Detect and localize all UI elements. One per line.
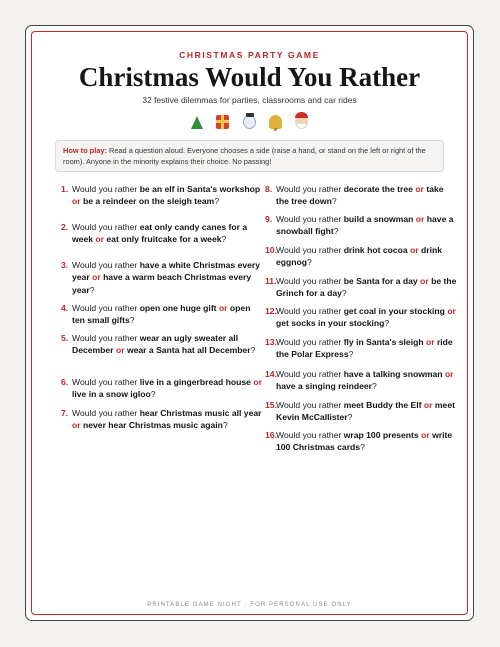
option-b: be the Grinch for a day: [276, 276, 457, 299]
question-number: 10.: [265, 245, 277, 255]
option-a: live in a gingerbread house: [139, 377, 251, 387]
option-a: wrap 100 presents: [343, 430, 419, 440]
question-number: 16.: [265, 430, 277, 440]
question-item: 7. Would you rather hear Christmas music all year or never hear Christmas music again?: [61, 408, 262, 431]
page-title: Christmas Would You Rather: [78, 62, 421, 92]
question-item: 15. Would you rather meet Buddy the Elf or meet Kevin McCallister?: [265, 400, 455, 423]
question-item: 13. Would you rather fly in Santa's sleigh or ride the Polar Express?: [265, 337, 453, 360]
question-item: 2. Would you rather eat only candy canes for a week or eat only fruitcake for a week?: [61, 222, 248, 245]
or-connector: or: [72, 196, 81, 207]
option-a: be an elf in Santa's workshop: [139, 184, 261, 194]
question-number: 3.: [61, 260, 69, 270]
question-prefix: Would you rather: [72, 333, 138, 343]
how-to-play-box: [55, 140, 444, 172]
or-connector: or: [415, 184, 424, 194]
question-prefix: Would you rather: [276, 245, 342, 255]
gift-icon: [216, 115, 229, 129]
question-number: 11.: [265, 276, 277, 286]
question-number: 9.: [265, 214, 273, 224]
how-to-play-label: How to play:: [63, 146, 107, 155]
question-prefix: Would you rather: [276, 400, 342, 410]
or-connector: or: [92, 272, 101, 283]
option-a: be Santa for a day: [343, 276, 418, 286]
question-item: 10. Would you rather drink hot cocoa or drink eggnog?: [265, 245, 443, 268]
sheet-border: [31, 31, 468, 615]
or-connector: or: [72, 420, 81, 431]
question-item: 6. Would you rather live in a gingerbread house or live in a snow igloo?: [61, 377, 262, 400]
question-number: 12.: [265, 306, 277, 316]
bell-icon: [269, 115, 282, 129]
or-connector: or: [420, 276, 429, 286]
option-b: open ten small gifts: [72, 303, 251, 326]
question-number: 13.: [265, 337, 277, 347]
question-item: 14. Would you rather have a talking snowman or have a singing reindeer?: [265, 369, 454, 392]
question-prefix: Would you rather: [72, 408, 138, 418]
question-prefix: Would you rather: [276, 214, 342, 224]
question-item: 9. Would you rather build a snowman or have a snowball fight?: [265, 214, 454, 237]
option-a: eat only candy canes for a week: [72, 222, 248, 245]
question-prefix: Would you rather: [72, 222, 138, 232]
option-b: be a reindeer on the sleigh team: [82, 196, 215, 207]
option-b: have a snowball fight: [276, 214, 454, 237]
question-item: 16. Would you rather wrap 100 presents or write 100 Christmas cards?: [265, 430, 453, 453]
question-item: 3. Would you rather have a white Christmas every year or have a warm beach Christmas every year?: [61, 260, 261, 295]
question-prefix: Would you rather: [72, 184, 138, 194]
question-item: 5. Would you rather wear an ugly sweater all December or wear a Santa hat all December?: [61, 333, 256, 356]
question-item: 1. Would you rather be an elf in Santa's workshop or be a reindeer on the sleigh team?: [61, 184, 261, 207]
option-b: meet Kevin McCallister: [276, 400, 455, 423]
question-item: 11. Would you rather be Santa for a day or be the Grinch for a day?: [265, 276, 457, 299]
subtitle: 32 festive dilemmas for parties, classrooms and car rides: [142, 95, 357, 105]
or-connector: or: [425, 337, 435, 347]
question-prefix: Would you rather: [276, 306, 342, 316]
or-connector: or: [444, 369, 454, 379]
or-connector: or: [415, 214, 425, 224]
option-b: drink eggnog: [276, 245, 443, 268]
question-prefix: Would you rather: [72, 303, 138, 313]
option-a: meet Buddy the Elf: [343, 400, 422, 410]
option-b: take the tree down: [276, 184, 444, 207]
option-a: build a snowman: [343, 214, 414, 224]
question-number: 7.: [61, 408, 69, 418]
or-connector: or: [115, 345, 125, 356]
option-b: get socks in your stocking: [276, 318, 385, 329]
question-number: 6.: [61, 377, 69, 387]
option-a: wear an ugly sweater all December: [72, 333, 239, 356]
option-b: never hear Christmas music again: [82, 420, 223, 431]
question-number: 15.: [265, 400, 277, 410]
option-b: wear a Santa hat all December: [126, 345, 251, 356]
option-b: have a singing reindeer: [276, 381, 372, 392]
option-a: get coal in your stocking: [343, 306, 445, 316]
or-connector: or: [421, 430, 430, 440]
question-item: 8. Would you rather decorate the tree or take the tree down?: [265, 184, 444, 207]
or-connector: or: [447, 306, 456, 316]
or-connector: or: [218, 303, 228, 313]
kicker: CHRISTMAS PARTY GAME: [179, 50, 320, 60]
option-b: eat only fruitcake for a week: [106, 234, 222, 245]
option-a: have a white Christmas every year: [72, 260, 261, 283]
or-connector: or: [410, 245, 419, 255]
question-prefix: Would you rather: [72, 260, 138, 270]
option-a: drink hot cocoa: [343, 245, 408, 255]
how-to-play-text: Read a question aloud. Everyone chooses a side (raise a hand, or stand on the left or right of the room). Anyone in the minority explains their choice. No passing!: [63, 146, 426, 166]
question-prefix: Would you rather: [276, 276, 342, 286]
option-a: have a talking snowman: [343, 369, 443, 379]
footer: PRINTABLE GAME NIGHT · FOR PERSONAL USE ONLY: [147, 602, 352, 608]
or-connector: or: [423, 400, 433, 410]
question-number: 2.: [61, 222, 69, 232]
or-connector: or: [253, 377, 262, 387]
option-a: decorate the tree: [343, 184, 413, 194]
question-prefix: Would you rather: [72, 377, 138, 387]
question-item: 4. Would you rather open one huge gift or open ten small gifts?: [61, 303, 251, 326]
option-a: open one huge gift: [139, 303, 217, 313]
option-a: hear Christmas music all year: [139, 408, 262, 418]
question-number: 1.: [61, 184, 69, 194]
game-sheet: [25, 25, 474, 621]
option-b: write 100 Christmas cards: [276, 430, 453, 453]
question-item: 12. Would you rather get coal in your stocking or get socks in your stocking?: [265, 306, 456, 329]
santa-icon: [295, 115, 308, 129]
question-prefix: Would you rather: [276, 369, 342, 379]
option-b: live in a snow igloo: [72, 389, 151, 400]
question-number: 4.: [61, 303, 69, 313]
question-number: 8.: [265, 184, 273, 194]
icon-row: [32, 115, 467, 131]
question-number: 5.: [61, 333, 69, 343]
question-prefix: Would you rather: [276, 184, 342, 194]
christmas-tree-icon: [191, 116, 203, 129]
snowman-icon: [243, 115, 256, 129]
question-number: 14.: [265, 369, 277, 379]
option-a: fly in Santa's sleigh: [343, 337, 424, 347]
option-b: ride the Polar Express: [276, 337, 453, 360]
or-connector: or: [95, 234, 105, 245]
option-b: have a warm beach Christmas every year: [72, 272, 252, 295]
question-prefix: Would you rather: [276, 430, 342, 440]
question-prefix: Would you rather: [276, 337, 342, 347]
